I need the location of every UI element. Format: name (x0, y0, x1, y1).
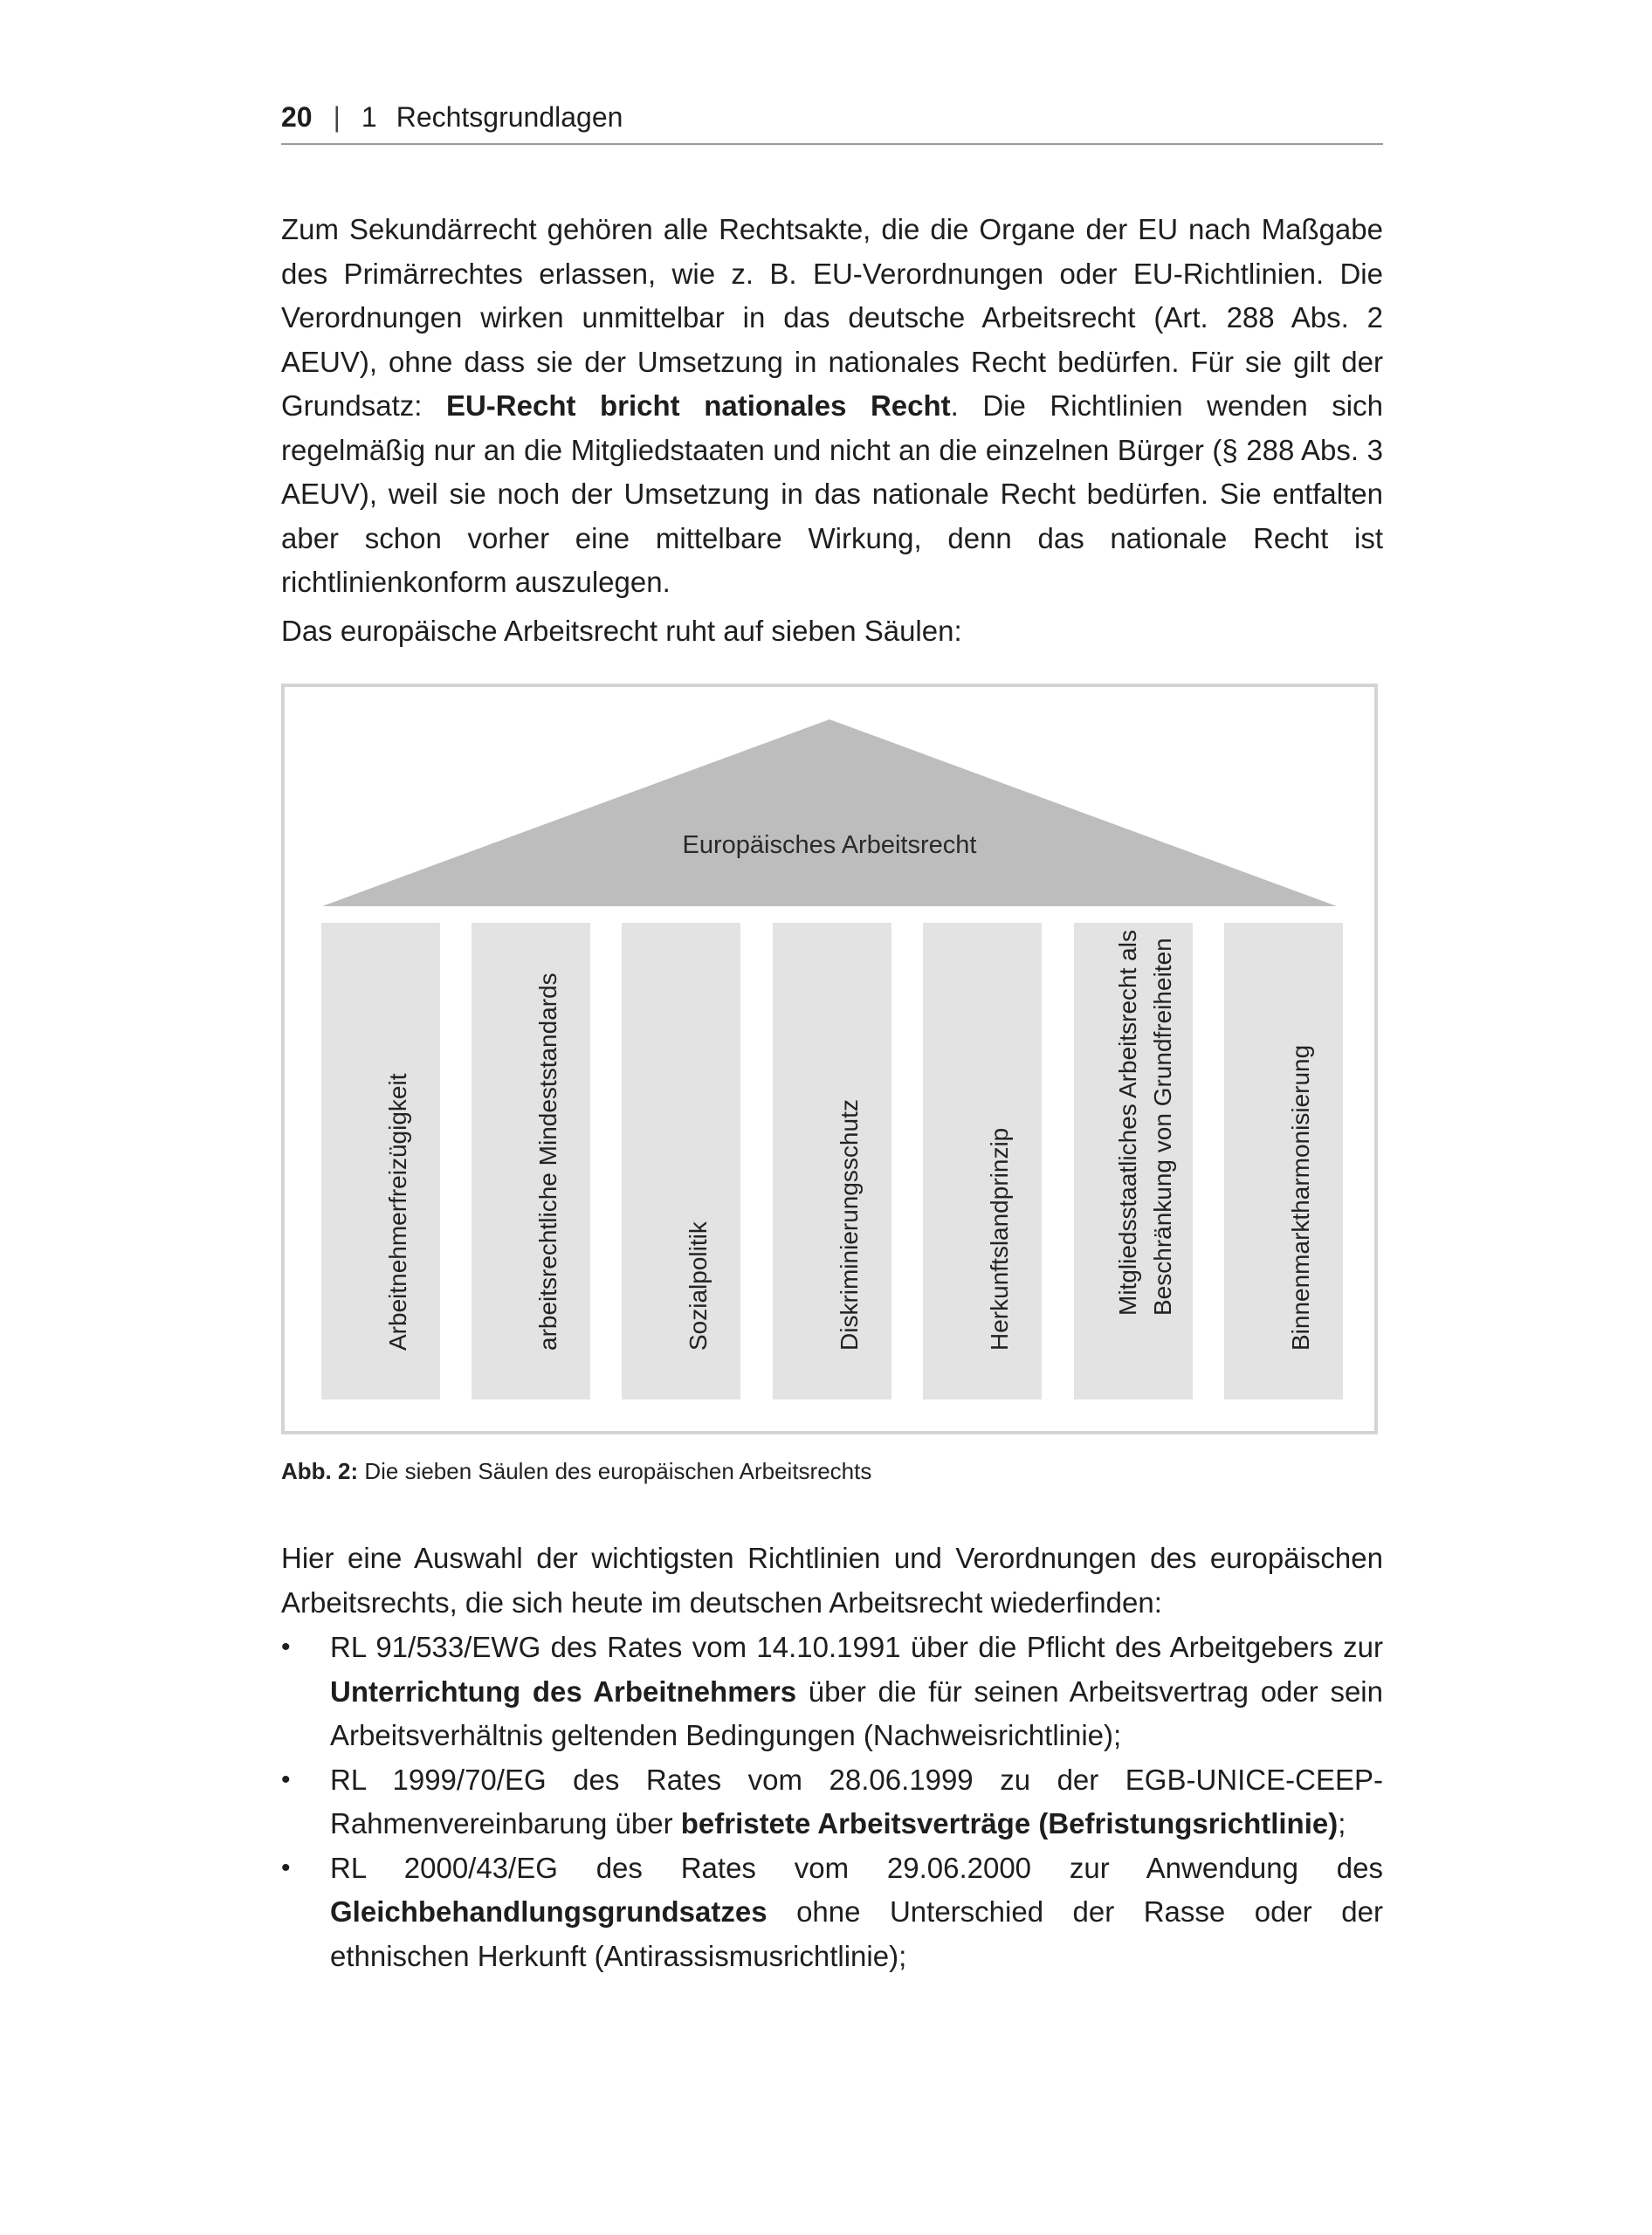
bullet-marker: • (281, 1853, 291, 1882)
paragraph-secondary-law (281, 208, 1383, 605)
paragraph-selection-intro: Hier eine Auswahl der wichtigsten Richtlinien und Verordnungen des europäischen Arbeitsrechts, die sich heute im deutschen Arbeitsrecht wiederfinden: (281, 1542, 1383, 1619)
pillar-3 (622, 923, 740, 1399)
header-separator: | (333, 101, 341, 133)
page-header (281, 98, 1383, 145)
pillar-label: Herkunftslandprinzip (986, 1127, 1013, 1351)
paragraph-text: . Die Richtlinien wenden sich regelmäßig nur an die Mitgliedstaaten und nicht an die einzelnen Bürger (§ 288 Abs. 3 AEUV), weil sie noch der Umsetzung in das nationale Recht bedürfen. Sie entfalten aber schon vorher eine mittelbare Wirkung, denn das nationale Recht ist richtlinienkonform auszulegen. (281, 389, 1383, 598)
list-item: • RL 2000/43/EG des Rates vom 29.06.2000 zur Anwendung des Gleichbehandlungsgrundsatzes ohne Unterschied der Rasse oder der ethnischen Herkunft (Antirassismusrichtlinie); (281, 1846, 1383, 1979)
pillar-4 (773, 923, 891, 1399)
roof-label: Europäisches Arbeitsrecht (682, 831, 977, 859)
pillar-label: Sozialpolitik (685, 1221, 712, 1351)
pillar-label: Binnenmarktharmonisierung (1287, 1044, 1314, 1351)
pillar-label: arbeitsrechtliche Mindeststandards (534, 973, 561, 1351)
pillar-7 (1224, 923, 1343, 1399)
pillar-label: Arbeitnehmerfreizügigkeit (384, 1073, 411, 1351)
page-number: 20 (281, 101, 313, 133)
paragraph-intro-pillars: Das europäische Arbeitsrecht ruht auf sieben Säulen: (281, 615, 962, 647)
list-item: • RL 91/533/EWG des Rates vom 14.10.1991 über die Pflicht des Arbeitgebers zur Unterrichtung des Arbeitnehmers über die für seinen Arbeitsvertrag oder sein Arbeitsverhältnis geltenden Bedingungen (Nachweisrichtlinie); (281, 1626, 1383, 1758)
caption-text: Die sieben Säulen des europäischen Arbeitsrechts (358, 1458, 872, 1484)
bold-phrase: EU-Recht bricht nationales Recht (445, 389, 951, 422)
bullet-marker: • (281, 1633, 291, 1661)
pillar-label: Mitgliedsstaatliches Arbeitsrecht als Beschränkung von Grundfreiheiten (1114, 930, 1176, 1316)
figure-seven-pillars (281, 684, 1378, 1434)
list-item: • RL 1999/70/EG des Rates vom 28.06.1999 zu der EGB-UNICE-CEEP-Rahmenvereinbarung über befristete Arbeitsverträge (Befristungsrichtlinie); (281, 1758, 1383, 1846)
directive-list (281, 1626, 1383, 1978)
roof-triangle (322, 719, 1337, 906)
pillar-1 (321, 923, 440, 1399)
chapter-title: Rechtsgrundlagen (396, 101, 623, 133)
pillar-label: Diskriminierungsschutz (836, 1099, 863, 1351)
pillar-2 (472, 923, 590, 1399)
pillar-5 (923, 923, 1042, 1399)
pillar-6 (1074, 923, 1193, 1399)
bullet-marker: • (281, 1764, 291, 1794)
figure-caption (281, 1458, 871, 1485)
caption-label: Abb. 2: (281, 1458, 359, 1484)
chapter-number: 1 (361, 101, 377, 133)
paragraph-text: Zum Sekundärrecht gehören alle Rechtsakte, die die Organe der EU nach Maßgabe des Primärrechtes erlassen, wie z. B. EU-Verordnungen oder EU-Richtlinien. Die Verordnungen wirken unmittelbar in das deutsche Arbeitsrecht (Art. 288 Abs. 2 AEUV), ohne dass sie der Umsetzung in nationales Recht bedürfen. Für sie gilt der Grundsatz: (281, 213, 1383, 422)
